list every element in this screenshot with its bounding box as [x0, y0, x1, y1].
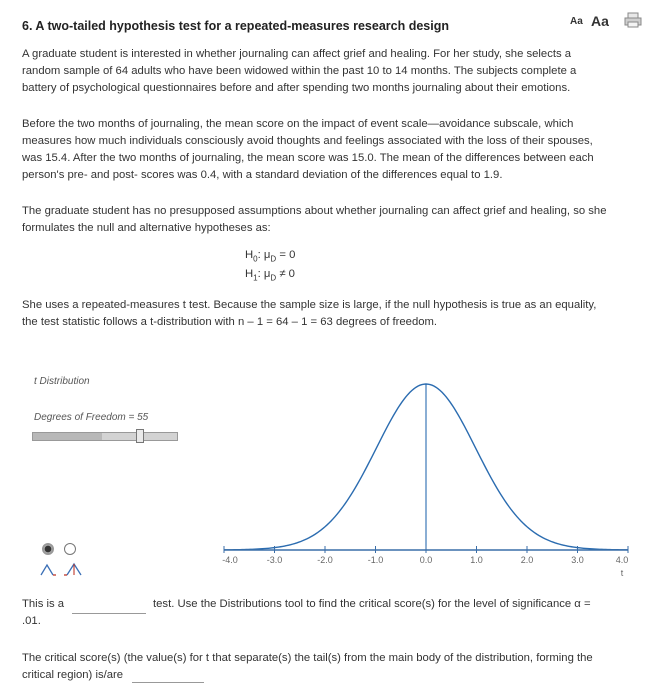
test-type-prompt-suffix: test. Use the Distributions tool to find the critical score(s) for the level of significance α = — [153, 598, 591, 610]
font-size-increase-button[interactable]: Aa — [591, 13, 609, 29]
distribution-title: t Distribution — [34, 376, 90, 387]
degrees-of-freedom-label: Degrees of Freedom = 55 — [34, 412, 149, 423]
alpha-value: .01. — [22, 615, 41, 627]
x-tick-label: -3.0 — [266, 555, 283, 565]
h0-subscript: 0 — [253, 254, 258, 264]
one-tail-icon[interactable] — [40, 562, 62, 576]
test-type-dropdown[interactable] — [72, 613, 146, 614]
text-line: The critical score(s) (the value(s) for t that separate(s) the tail(s) from the main body of the distribution, forming the — [22, 652, 593, 664]
critical-score-dropdown[interactable] — [132, 682, 204, 683]
t-axis-label: t — [620, 568, 624, 578]
font-size-decrease-button[interactable]: Aa — [570, 16, 583, 27]
x-tick-label: 1.0 — [470, 555, 483, 565]
text-line: was 15.4. After the two months of journaling, the mean score was 15.0. The mean of the differences between each — [22, 152, 594, 164]
x-tick-label: 3.0 — [571, 555, 584, 565]
distributions-tool — [22, 346, 638, 586]
h0-mu-subscript: D — [270, 254, 277, 264]
two-tail-icon[interactable] — [63, 562, 85, 576]
text-line: Before the two months of journaling, the mean score on the impact of event scale—avoidance subscale, which — [22, 118, 574, 130]
test-type-prompt-prefix: This is a — [22, 598, 65, 610]
text-line: measures how much individuals consciously avoid thoughts and feelings associated with the loss of their spouses, — [22, 135, 593, 147]
dof-slider-track[interactable] — [32, 432, 178, 441]
results-paragraph — [22, 116, 637, 184]
h0-value: = 0 — [276, 249, 296, 261]
dof-slider-handle[interactable] — [136, 429, 144, 443]
h1-mu: : μ — [257, 268, 271, 280]
question-header — [0, 0, 655, 40]
one-tail-radio[interactable] — [42, 543, 54, 555]
x-tick-label: 2.0 — [520, 555, 534, 565]
critical-score-prompt — [22, 650, 647, 684]
x-tick-label: -2.0 — [317, 555, 333, 565]
text-line: the test statistic follows a t-distribution with n – 1 = 64 – 1 = 63 degrees of freedom. — [22, 316, 438, 328]
two-tail-radio[interactable] — [64, 543, 76, 555]
x-tick-label: -4.0 — [222, 555, 238, 565]
text-line: She uses a repeated-measures t test. Because the sample size is large, if the null hypothesis is true as an equality, — [22, 299, 597, 311]
text-line: The graduate student has no presupposed assumptions about whether journaling can affect grief and healing, so she — [22, 205, 607, 217]
test-statistic-paragraph — [22, 297, 637, 331]
hypothesis-intro-paragraph — [22, 203, 637, 237]
alternative-hypothesis — [245, 268, 295, 282]
h1-value: ≠ 0 — [276, 268, 295, 280]
null-hypothesis — [245, 249, 295, 263]
x-tick-label: 0.0 — [419, 555, 433, 565]
h1-subscript: 1 — [253, 273, 258, 283]
dof-slider-fill — [33, 433, 102, 440]
h1-letter: H — [245, 268, 254, 280]
t-distribution-chart[interactable] — [202, 346, 638, 586]
text-line: random sample of 64 adults who have been widowed within the past 10 to 14 months. The subjects complete a — [22, 65, 577, 77]
text-line: battery of psychological questionnaires before and after spending two months journaling about their emotions. — [22, 82, 571, 94]
printer-icon[interactable] — [624, 12, 642, 28]
h0-mu: : μ — [257, 249, 271, 261]
h1-mu-subscript: D — [270, 273, 277, 283]
x-tick-label: 4.0 — [615, 555, 629, 565]
h0-letter: H — [245, 249, 254, 261]
study-description-paragraph — [22, 46, 637, 97]
text-line: formulates the null and alternative hypotheses as: — [22, 222, 271, 234]
t-axis-ticks — [222, 546, 628, 565]
text-line: person's pre- and post- scores was 0.4, with a standard deviation of the differences equal to 1.9. — [22, 169, 503, 181]
x-tick-label: -1.0 — [367, 555, 384, 565]
question-title: 6. A two-tailed hypothesis test for a repeated-measures research design — [22, 19, 449, 33]
text-line: A graduate student is interested in whether journaling can affect grief and healing. For her study, she selects a — [22, 48, 572, 60]
text-line: critical region) is/are — [22, 669, 124, 681]
